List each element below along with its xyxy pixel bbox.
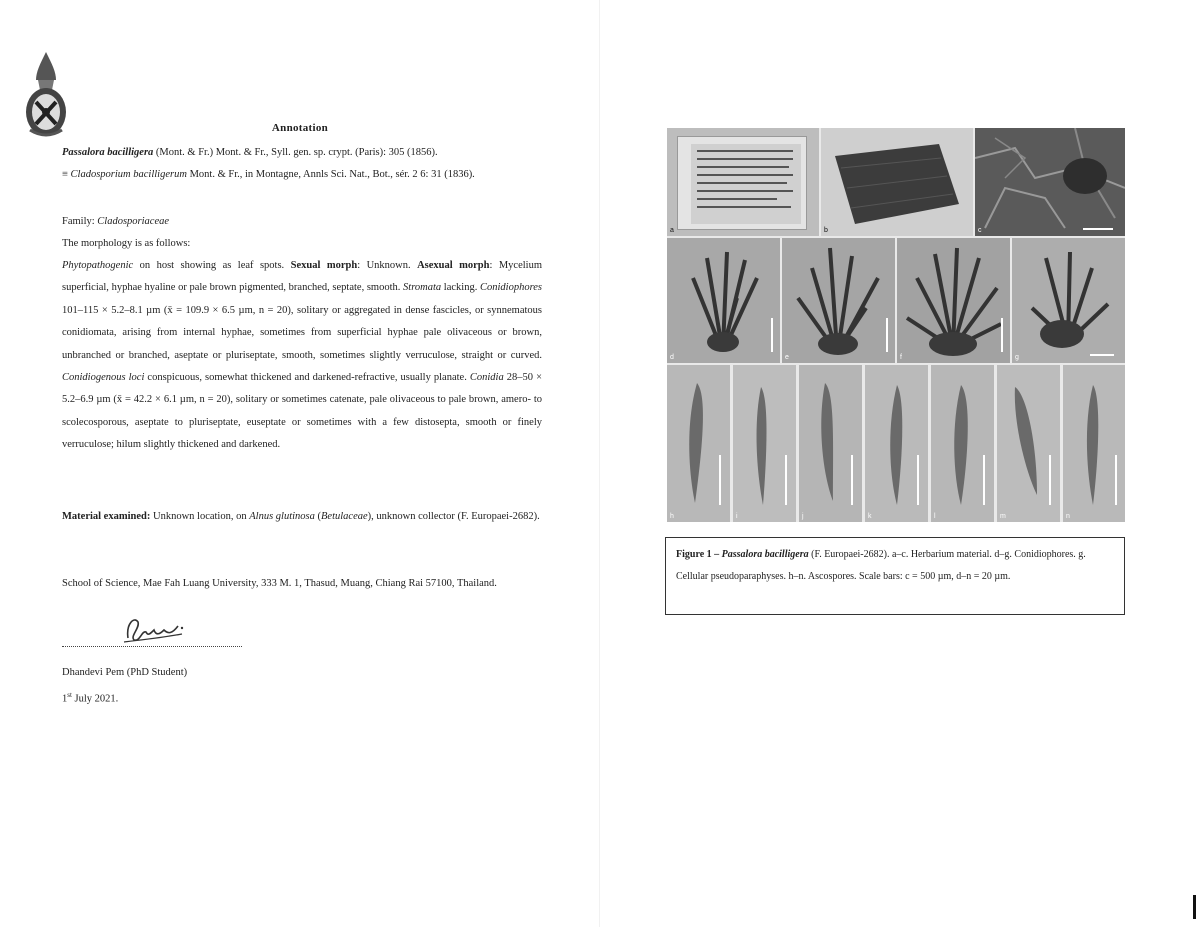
panel-label-k: k [868,513,872,520]
right-page [600,0,1200,927]
annotation-heading: Annotation [271,122,329,134]
synonym-prefix: ≡ [62,169,71,180]
citation-text: (Mont. & Fr.) Mont. & Fr., Syll. gen. sp. crypt. (Paris): 305 (1856). [153,147,438,158]
panel-label-e: e [785,354,789,361]
panel-i [733,365,796,522]
desc-stromata-label: Stromata [403,282,442,294]
desc-asexual: : Mycelium superficial, hyphae hyaline or pale brown pigmented, branched, septate, smooth. [62,260,543,294]
panel-d [667,238,780,363]
panel-m [997,365,1060,522]
material-examined [62,506,542,528]
panel-label-m: m [1000,513,1006,520]
family-label: Family: [62,216,98,227]
desc-sexual-label: Sexual morph [290,260,358,271]
material-text-2: ( [314,511,321,522]
panel-label-j: j [802,513,804,520]
caption-head: Figure 1 – [676,549,722,560]
material-host-family: Betulaceae [321,511,368,522]
panel-label-l: l [934,513,936,520]
panel-label-h: h [670,513,674,520]
morphology-description [62,255,542,457]
handwritten-signature [120,612,190,648]
figure-caption [665,537,1125,615]
citation-line [62,146,438,160]
species-name: Passalora bacilligera [62,147,154,158]
scan-edge-mark [1193,895,1196,919]
synonym-text: Mont. & Fr., in Montagne, Annls Sci. Nat., Bot., sér. 2 6: 31 (1836). [186,169,475,180]
synonym-line [62,168,475,182]
panel-c [975,128,1125,236]
address: School of Science, Mae Fah Luang University, 333 M. 1, Thasud, Muang, Chiang Rai 57100, Thailand. [62,578,497,589]
caption-species: Passalora bacilligera [721,549,809,560]
desc-conidiophores-label: Conidiophores [479,282,543,294]
figure-plate [667,128,1125,522]
desc-sexual: : Unknown. [357,260,418,271]
panel-h [667,365,730,522]
panel-f [897,238,1010,363]
panel-label-c: c [978,227,982,234]
desc-conidia-label: Conidia [469,372,504,384]
desc-asexual-label: Asexual morph [417,260,490,271]
panel-k [865,365,928,522]
desc-conidiophores: 101–115 × 5.2–8.1 µm (x̄ = 109.9 × 6.5 µm, n = 20), solitary or aggregated in dense fascicles, or synnematous conidiomata, arising from internal hyphae, sometimes from superficial hyphae pale olivaceous or brown, unbranched or branched, aseptate or pluriseptate, smooth, sometimes slightly verruculose, straight or curved. [62,304,542,361]
signature-line [62,646,242,647]
family-line [62,215,169,229]
material-text-3: ), unknown collector (F. Europaei-2682). [367,511,540,522]
material-label: Material examined: [62,511,151,522]
panel-label-g: g [1015,354,1019,361]
desc-stromata: lacking. [441,282,480,294]
panel-label-i: i [736,513,738,520]
morphology-intro: The morphology is as follows: [62,238,191,249]
desc-conidia: 28–50 × 5.2–6.9 µm (x̄ = 42.2 × 6.1 µm, n = 20), solitary or sometimes catenate, pale olivaceous to pale brown, amero- to scolecosporous, aseptate to pluriseptate, euseptate or sometimes with a few distosepta, smooth or finely verruculose; hilum slightly thickened and darkened. [62,372,542,451]
signer-name: Dhandevi Pem (PhD Student) [62,667,188,678]
material-text-1: Unknown location, on [150,511,250,522]
date-day: 1 [62,693,68,705]
panel-label-b: b [824,227,828,234]
panel-n [1063,365,1125,522]
family-name: Cladosporiaceae [97,216,170,227]
panel-b [821,128,973,236]
panel-l [931,365,994,522]
panel-label-a: a [670,227,674,234]
caption-text: (F. Europaei-2682). a–c. Herbarium material. d–g. Conidiophores. g. Cellular pseudoparaphyses. h–n. Ascospores. Scale bars: c = 500 µm, d–n = 20 µm. [676,549,1086,582]
desc-loci: conspicuous, somewhat thickened and darkened-refractive, usually planate. [144,372,470,384]
panel-j [799,365,862,522]
synonym-name: Cladosporium bacilligerum [70,169,187,180]
signature-date [62,688,118,707]
panel-label-n: n [1066,513,1070,520]
desc-phytopathogenic: Phytopathogenic [62,260,134,271]
material-host: Alnus glutinosa [249,511,315,522]
panel-label-f: f [900,354,902,361]
date-suffix: st [67,691,72,699]
panel-a [667,128,819,236]
panel-label-d: d [670,354,674,361]
desc-text-1: on host showing as leaf spots. [133,260,291,271]
desc-loci-label: Conidiogenous loci [62,372,145,384]
panel-g [1012,238,1125,363]
panel-e [782,238,895,363]
date-rest: July 2021. [71,693,119,705]
